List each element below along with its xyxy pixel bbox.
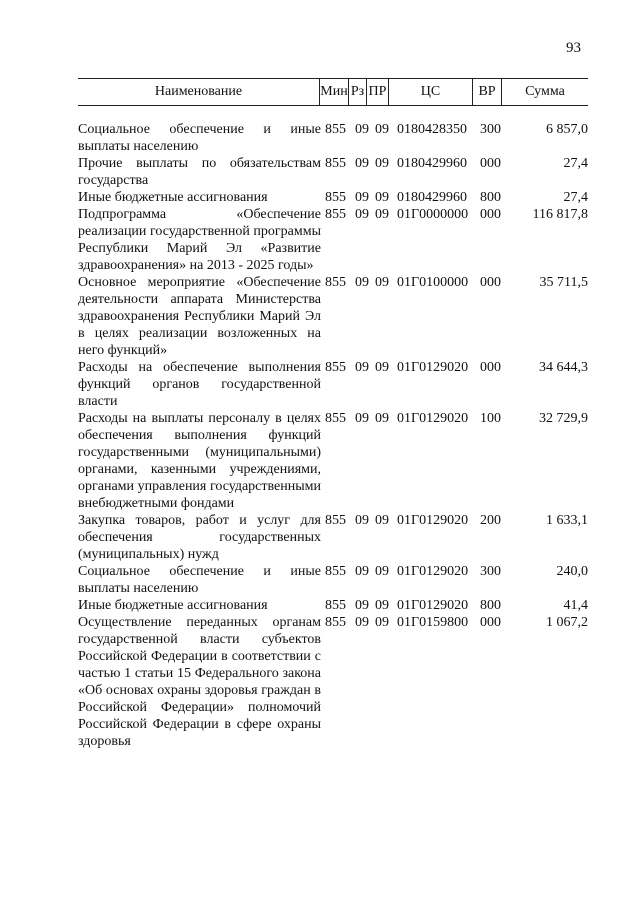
row-cs: 0180429960 — [397, 156, 467, 171]
row-min: 855 — [325, 190, 346, 205]
row-sum: 41,4 — [563, 598, 588, 613]
row-name: Социальное обеспечение и иные выплаты населению — [78, 122, 321, 154]
row-vr: 000 — [480, 275, 501, 290]
row-cs: 01Г0129020 — [397, 411, 469, 426]
row-rz: 09 — [355, 275, 369, 290]
header-cs: ЦС — [388, 79, 472, 105]
row-name: Прочие выплаты по обязательствам государства — [78, 156, 321, 188]
row-sum: 34 644,3 — [539, 360, 588, 375]
table-row — [78, 189, 598, 206]
row-min: 855 — [325, 513, 346, 528]
row-rz: 09 — [355, 360, 369, 375]
row-cs: 01Г0129020 — [397, 360, 469, 375]
row-pr: 09 — [375, 190, 389, 205]
row-rz: 09 — [355, 598, 369, 613]
table-row — [78, 155, 598, 189]
row-vr: 300 — [480, 564, 501, 579]
table-row — [78, 512, 598, 563]
header-vr: ВР — [472, 79, 501, 105]
row-vr: 100 — [480, 411, 501, 426]
header-name: Наименование — [154, 84, 243, 99]
row-sum: 116 817,8 — [532, 207, 588, 222]
table-header — [78, 78, 588, 106]
row-pr: 09 — [375, 275, 389, 290]
row-name: Закупка товаров, работ и услуг для обеспечения государственных (муниципальных) нужд — [78, 513, 321, 562]
row-pr: 09 — [375, 513, 389, 528]
row-cs: 0180429960 — [397, 190, 467, 205]
row-sum: 27,4 — [563, 190, 588, 205]
row-min: 855 — [325, 156, 346, 171]
row-pr: 09 — [375, 122, 389, 137]
header-sum: Сумма — [501, 79, 588, 105]
row-vr: 200 — [480, 513, 501, 528]
row-pr: 09 — [375, 156, 389, 171]
header-rz: Рз — [348, 79, 366, 105]
row-rz: 09 — [355, 156, 369, 171]
row-pr: 09 — [375, 615, 389, 630]
row-sum: 1 067,2 — [546, 615, 588, 630]
row-cs: 01Г0159800 — [397, 615, 469, 630]
row-cs: 01Г0129020 — [397, 564, 469, 579]
row-cs: 01Г0129020 — [397, 598, 469, 613]
row-rz: 09 — [355, 190, 369, 205]
row-min: 855 — [325, 615, 346, 630]
row-sum: 1 633,1 — [546, 513, 588, 528]
row-min: 855 — [325, 598, 346, 613]
table-body — [78, 121, 598, 750]
row-vr: 800 — [480, 598, 501, 613]
row-name: Расходы на обеспечение выполнения функций органов государственной власти — [78, 360, 321, 409]
page-number: 93 — [566, 40, 581, 56]
row-min: 855 — [325, 275, 346, 290]
row-sum: 32 729,9 — [539, 411, 588, 426]
row-min: 855 — [325, 564, 346, 579]
row-rz: 09 — [355, 122, 369, 137]
row-pr: 09 — [375, 564, 389, 579]
row-min: 855 — [325, 360, 346, 375]
row-name: Расходы на выплаты персоналу в целях обеспечения выполнения функций государственными (муниципальными) органами, казенными учреждениями, органами управления государственными внебюджетными фондами — [78, 411, 321, 511]
table-row — [78, 563, 598, 597]
row-vr: 000 — [480, 156, 501, 171]
row-pr: 09 — [375, 360, 389, 375]
row-rz: 09 — [355, 615, 369, 630]
table-row — [78, 121, 598, 155]
row-rz: 09 — [355, 207, 369, 222]
row-vr: 000 — [480, 207, 501, 222]
table-row — [78, 410, 598, 512]
header-pr: ПР — [366, 79, 388, 105]
table-row — [78, 597, 598, 614]
row-cs: 01Г0000000 — [397, 207, 469, 222]
row-vr: 000 — [480, 615, 501, 630]
row-name: Подпрограмма «Обеспечение реализации государственной программы Республики Марий Эл «Развитие здравоохранения» на 2013 - 2025 годы» — [78, 207, 321, 273]
header-min: Мин — [319, 79, 348, 105]
row-name: Иные бюджетные ассигнования — [78, 190, 268, 205]
table-row — [78, 274, 598, 359]
row-vr: 800 — [480, 190, 501, 205]
row-vr: 300 — [480, 122, 501, 137]
row-name: Социальное обеспечение и иные выплаты населению — [78, 564, 321, 596]
row-min: 855 — [325, 411, 346, 426]
table-row — [78, 206, 598, 274]
row-cs: 01Г0100000 — [397, 275, 469, 290]
row-sum: 27,4 — [563, 156, 588, 171]
table-row — [78, 359, 598, 410]
row-cs: 01Г0129020 — [397, 513, 469, 528]
row-name: Основное мероприятие «Обеспечение деятельности аппарата Министерства здравоохранения Республики Марий Эл в целях реализации возложенных на него функций» — [78, 275, 321, 358]
row-name: Осуществление переданных органам государственной власти субъектов Российской Федерации в соответствии с частью 1 статьи 15 Федерального закона «Об основах охраны здоровья граждан в Российской Федерации» полномочий Российской Федерации в сфере охраны здоровья — [78, 615, 321, 749]
table-row — [78, 614, 598, 750]
row-cs: 0180428350 — [397, 122, 467, 137]
row-pr: 09 — [375, 207, 389, 222]
row-rz: 09 — [355, 564, 369, 579]
row-sum: 240,0 — [556, 564, 588, 579]
row-pr: 09 — [375, 411, 389, 426]
row-pr: 09 — [375, 598, 389, 613]
row-name: Иные бюджетные ассигнования — [78, 598, 268, 613]
row-min: 855 — [325, 122, 346, 137]
row-rz: 09 — [355, 411, 369, 426]
row-min: 855 — [325, 207, 346, 222]
row-rz: 09 — [355, 513, 369, 528]
row-vr: 000 — [480, 360, 501, 375]
row-sum: 35 711,5 — [539, 275, 588, 290]
row-sum: 6 857,0 — [546, 122, 588, 137]
